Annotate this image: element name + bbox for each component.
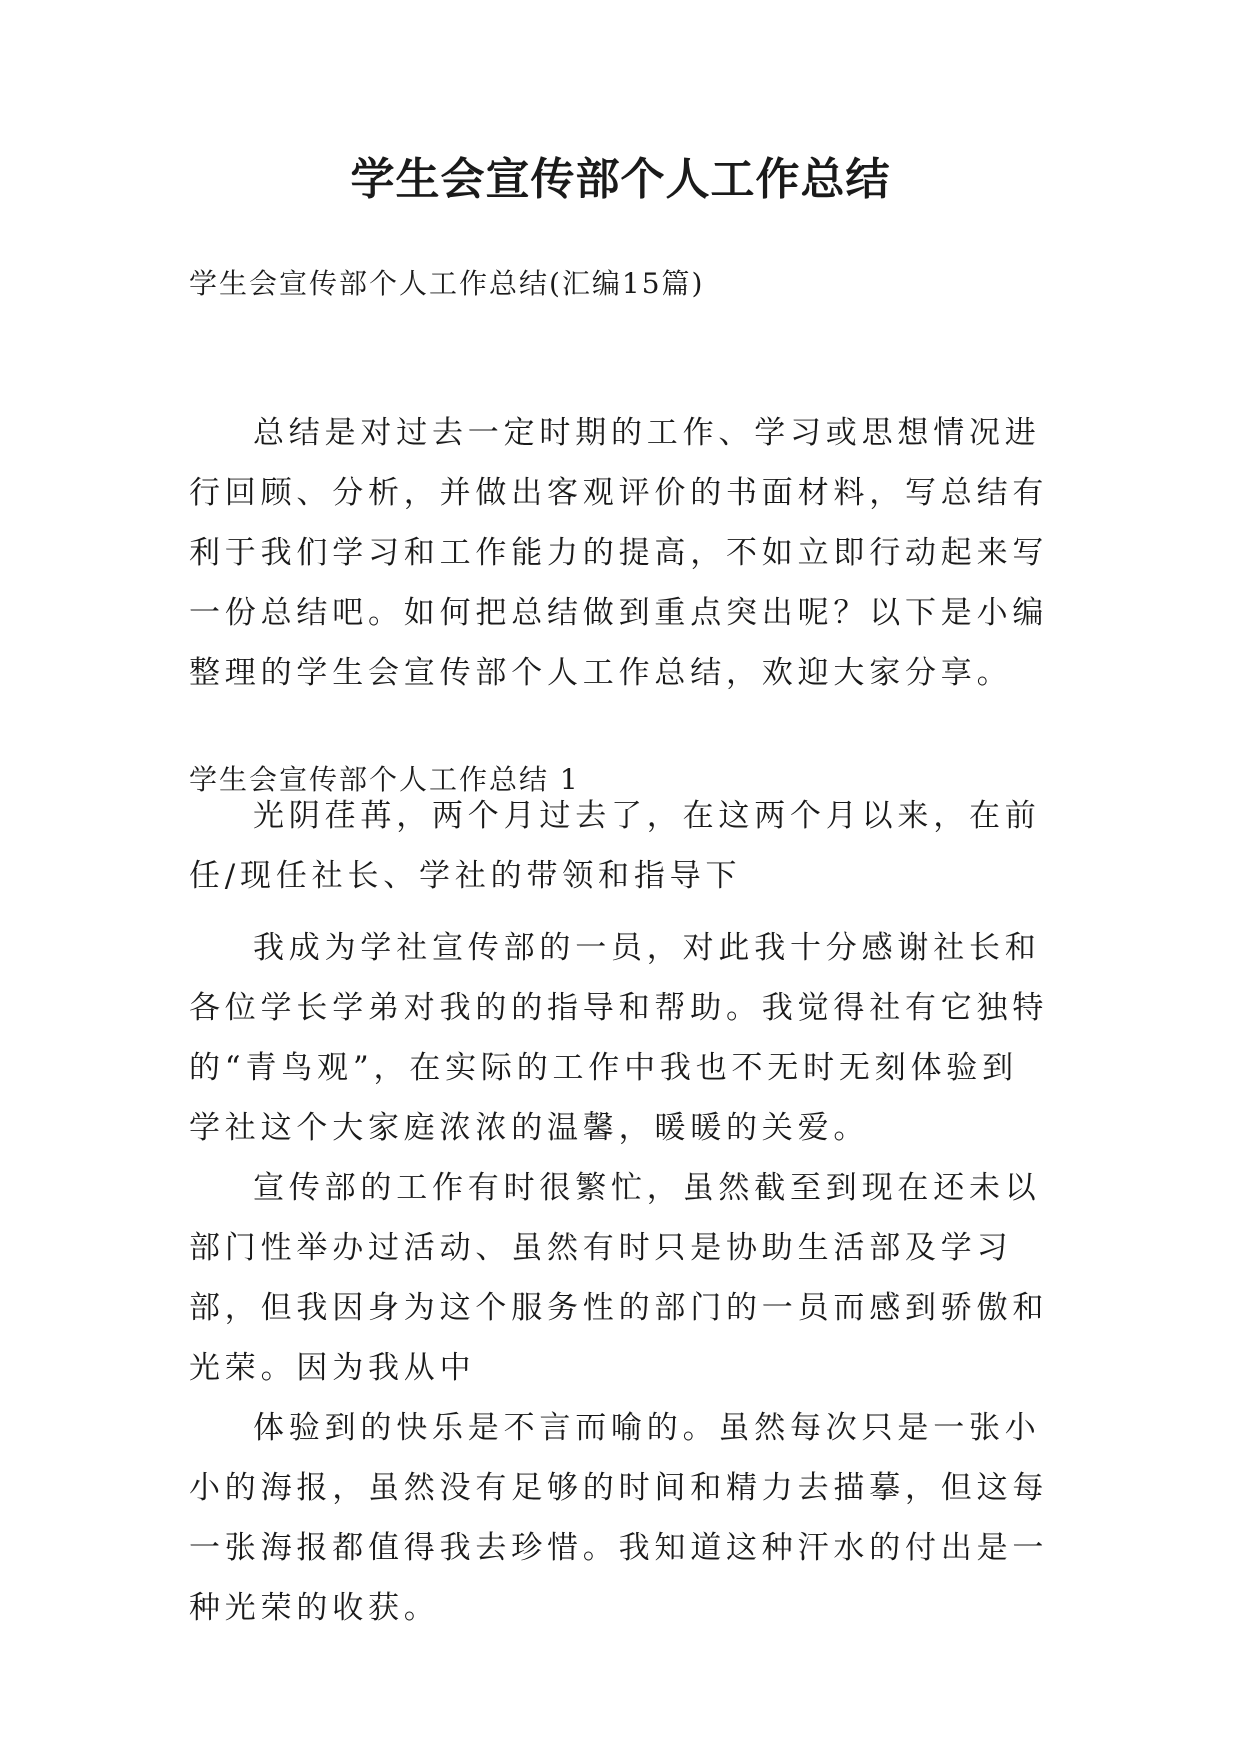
- section-paragraph: 体验到的快乐是不言而喻的。虽然每次只是一张小小的海报，虽然没有足够的时间和精力去描摹，但这每一张海报都值得我去珍惜。我知道这种汗水的付出是一种光荣的收获。: [189, 1410, 1049, 1626]
- section-paragraph: 光阴荏苒，两个月过去了，在这两个月以来，在前任/现任社长、学社的带领和指导下: [189, 798, 1041, 894]
- section-paragraph: 我成为学社宣传部的一员，对此我十分感谢社长和各位学长学弟对我的的指导和帮助。我觉得社有它独特的“青鸟观”，在实际的工作中我也不无时无刻体验到学社这个大家庭浓浓的温馨，暖暖的关爱。: [189, 930, 1049, 1146]
- section-heading: 学生会宣传部个人工作总结 1: [189, 763, 580, 796]
- document-title: 学生会宣传部个人工作总结: [350, 154, 891, 205]
- intro-paragraph: 总结是对过去一定时期的工作、学习或思想情况进行回顾、分析，并做出客观评价的书面材料，写总结有利于我们学习和工作能力的提高，不如立即行动起来写一份总结吧。如何把总结做到重点突出呢？以下是小编整理的学生会宣传部个人工作总结，欢迎大家分享。: [189, 415, 1049, 691]
- document-subtitle: 学生会宣传部个人工作总结(汇编15篇): [189, 267, 705, 300]
- section-paragraph: 宣传部的工作有时很繁忙，虽然截至到现在还未以部门性举办过活动、虽然有时只是协助生活部及学习部，但我因身为这个服务性的部门的一员而感到骄傲和光荣。因为我从中: [189, 1170, 1049, 1386]
